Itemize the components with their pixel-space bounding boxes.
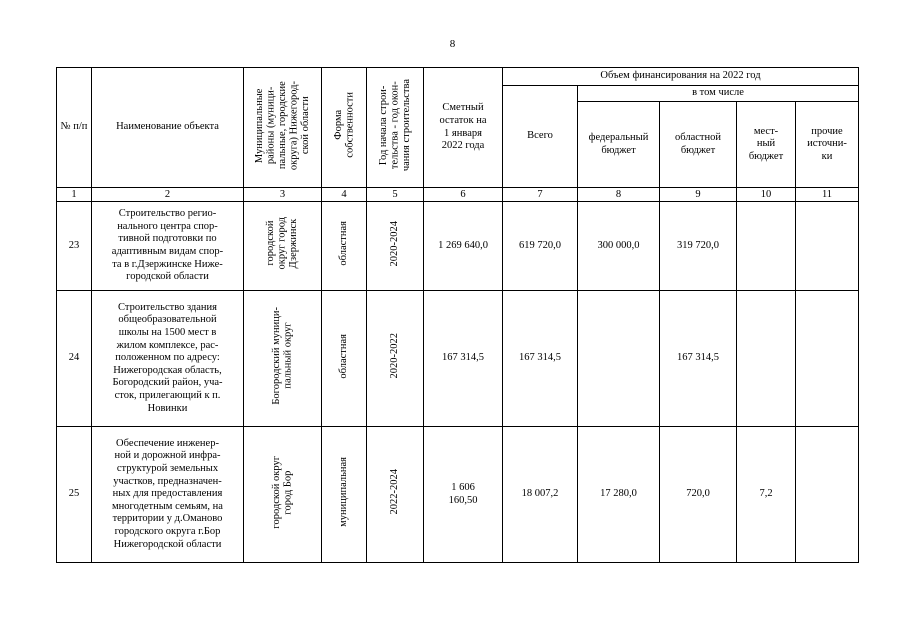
regional-cell: 167 314,5: [660, 291, 737, 427]
financing-table: [56, 67, 859, 563]
column-number: 11: [796, 188, 859, 202]
years-cell: [367, 291, 424, 427]
years-text: 2020-2024: [389, 220, 401, 267]
municipality-line: городской: [265, 221, 277, 267]
object-name-line: Нижегородской области: [113, 538, 222, 550]
header-regional-line: бюджет: [680, 144, 716, 156]
federal-cell: 300 000,0: [578, 202, 660, 291]
object-name-line: жилом комплексе, рас-: [116, 339, 219, 351]
header-other-line: ки: [821, 150, 833, 162]
object-name-line: многодетным семьям, на: [112, 500, 223, 512]
column-number: 7: [503, 188, 578, 202]
municipality-text: [271, 456, 294, 529]
header-local-line: мест-: [753, 125, 779, 137]
object-name-line: адаптивным видам спор-: [111, 246, 224, 257]
page-number: 8: [449, 38, 456, 50]
header-years-text: [378, 79, 413, 171]
object-name: [92, 291, 244, 427]
header-number: [57, 68, 92, 188]
object-name-line: положенном по адресу:: [115, 352, 220, 364]
row-number: 24: [57, 291, 92, 427]
municipality-line: город Бор: [282, 470, 294, 515]
header-federal-line: федеральный: [588, 131, 649, 143]
header-local-line: ный: [756, 138, 776, 150]
header-local-line: бюджет: [748, 150, 784, 162]
header-years-line: Год начала строи-: [377, 85, 389, 165]
column-number: 9: [660, 188, 737, 202]
header-ownership: [322, 68, 367, 188]
object-name-line: общеобразовательной: [118, 314, 217, 326]
ownership-text: муниципальная: [338, 457, 350, 528]
header-ownership-line: собственности: [344, 92, 355, 159]
federal-cell: 17 280,0: [578, 427, 660, 563]
column-number: 6: [424, 188, 503, 202]
balance-line: 160,50: [448, 494, 478, 506]
header-balance-line: остаток на: [439, 114, 487, 126]
object-name-line: та в г.Дзержинске Ниже-: [112, 258, 223, 270]
object-name-line: Нижегородская область,: [113, 364, 222, 376]
balance-cell: [424, 427, 503, 563]
local-cell: [737, 291, 796, 427]
header-municipality-line: округа) Нижегород-: [288, 80, 300, 170]
header-municipality: [244, 68, 322, 188]
header-other-line: источни-: [807, 138, 847, 150]
column-number: 1: [57, 188, 92, 202]
municipality-line: Богородский муници-: [271, 307, 282, 405]
header-years-line: чания строительства: [400, 79, 412, 172]
years-cell: [367, 427, 424, 563]
header-municipality-line: пальные, городские: [276, 81, 288, 170]
local-cell: [737, 202, 796, 291]
header-row-1: [57, 68, 859, 86]
object-name-line: участков, предназначен-: [113, 475, 222, 487]
header-municipality-text: [254, 81, 312, 170]
header-financing-group: [503, 68, 859, 86]
balance-line: 1 606: [451, 481, 475, 493]
object-name-line: Строительство регио-: [118, 208, 217, 220]
years-text: 2022-2024: [389, 469, 401, 515]
header-regional-line: областной: [675, 131, 721, 143]
column-numbers-row: [57, 188, 859, 202]
header-municipality-line: районы (муници-: [265, 86, 277, 164]
column-number: 10: [737, 188, 796, 202]
ownership-text: областная: [338, 333, 350, 379]
header-years: [367, 68, 424, 188]
object-name-line: школы на 1500 мест в: [118, 327, 217, 339]
balance-line: 167 314,5: [442, 352, 484, 364]
row-number: 23: [57, 202, 92, 291]
municipality-cell: [244, 291, 322, 427]
header-including: [578, 86, 859, 102]
header-regional: [660, 102, 737, 188]
ownership-text: областная: [338, 221, 350, 266]
table-row: [57, 202, 859, 291]
header-total-label: Всего: [527, 130, 553, 142]
header-local: [737, 102, 796, 188]
ownership-cell: [322, 291, 367, 427]
object-name-line: территории у д.Оманово: [112, 513, 223, 525]
municipality-line: округ город: [276, 217, 288, 270]
column-number: 8: [578, 188, 660, 202]
object-name: [92, 202, 244, 291]
header-municipality-line: Муниципальные: [253, 87, 265, 163]
total-cell: 167 314,5: [503, 291, 578, 427]
years-text: 2020-2022: [389, 333, 401, 379]
federal-cell: [578, 291, 660, 427]
other-cell: [796, 427, 859, 563]
header-balance-line: 1 января: [444, 127, 482, 139]
object-name-line: городской области: [126, 271, 209, 283]
header-other: [796, 102, 859, 188]
table-row: [57, 291, 859, 427]
municipality-text: [265, 217, 300, 269]
header-total: [503, 86, 578, 188]
header-object-name-label: Наименование объекта: [116, 121, 219, 133]
header-number-label: № п/п: [60, 121, 88, 133]
balance-cell: [424, 202, 503, 291]
other-cell: [796, 202, 859, 291]
table-row: [57, 427, 859, 563]
object-name-line: городского округа г.Бор: [114, 525, 221, 537]
regional-cell: 319 720,0: [660, 202, 737, 291]
local-cell: 7,2: [737, 427, 796, 563]
header-balance-line: Сметный: [442, 102, 484, 114]
header-federal-line: бюджет: [601, 144, 636, 156]
ownership-cell: [322, 202, 367, 291]
municipality-line: Дзержинск: [288, 218, 300, 269]
header-other-line: прочие: [811, 125, 843, 137]
header-financing-group-label: Объем финансирования на 2022 год: [600, 70, 761, 82]
column-number: 3: [244, 188, 322, 202]
header-object-name: [92, 68, 244, 188]
other-cell: [796, 291, 859, 427]
object-name-line: структурой земельных: [116, 463, 219, 475]
object-name-line: Строительство здания: [117, 301, 218, 313]
header-federal: [578, 102, 660, 188]
header-ownership-line: Форма: [332, 110, 344, 141]
row-number: 25: [57, 427, 92, 563]
header-balance-line: 2022 года: [441, 140, 485, 152]
header-municipality-line: ской области: [299, 96, 311, 155]
municipality-cell: [244, 202, 322, 291]
object-name-line: нального центра спор-: [117, 220, 218, 232]
object-name-line: тивной подготовки по: [118, 233, 217, 245]
column-number: 2: [92, 188, 244, 202]
object-name-line: сток, прилегающий к п.: [114, 389, 221, 401]
header-ownership-text: [333, 92, 356, 158]
municipality-line: пальный округ: [282, 323, 294, 390]
object-name-line: ной и дорожной инфра-: [114, 450, 221, 462]
municipality-text: [271, 307, 294, 405]
ownership-cell: [322, 427, 367, 563]
balance-cell: [424, 291, 503, 427]
regional-cell: 720,0: [660, 427, 737, 563]
object-name-line: Новинки: [147, 402, 188, 414]
header-years-line: тельства - год окон-: [389, 81, 401, 170]
object-name: [92, 427, 244, 563]
municipality-cell: [244, 427, 322, 563]
column-number: 4: [322, 188, 367, 202]
balance-line: 1 269 640,0: [438, 239, 488, 251]
total-cell: 619 720,0: [503, 202, 578, 291]
column-number: 5: [367, 188, 424, 202]
object-name-line: ных для предоставления: [112, 488, 223, 500]
header-including-label: в том числе: [692, 87, 744, 99]
object-name-line: Богородский район, уча-: [112, 377, 223, 389]
header-balance: [424, 68, 503, 188]
total-cell: 18 007,2: [503, 427, 578, 563]
municipality-line: городской округ: [271, 455, 282, 529]
object-name-line: Обеспечение инженер-: [116, 437, 219, 449]
years-cell: [367, 202, 424, 291]
